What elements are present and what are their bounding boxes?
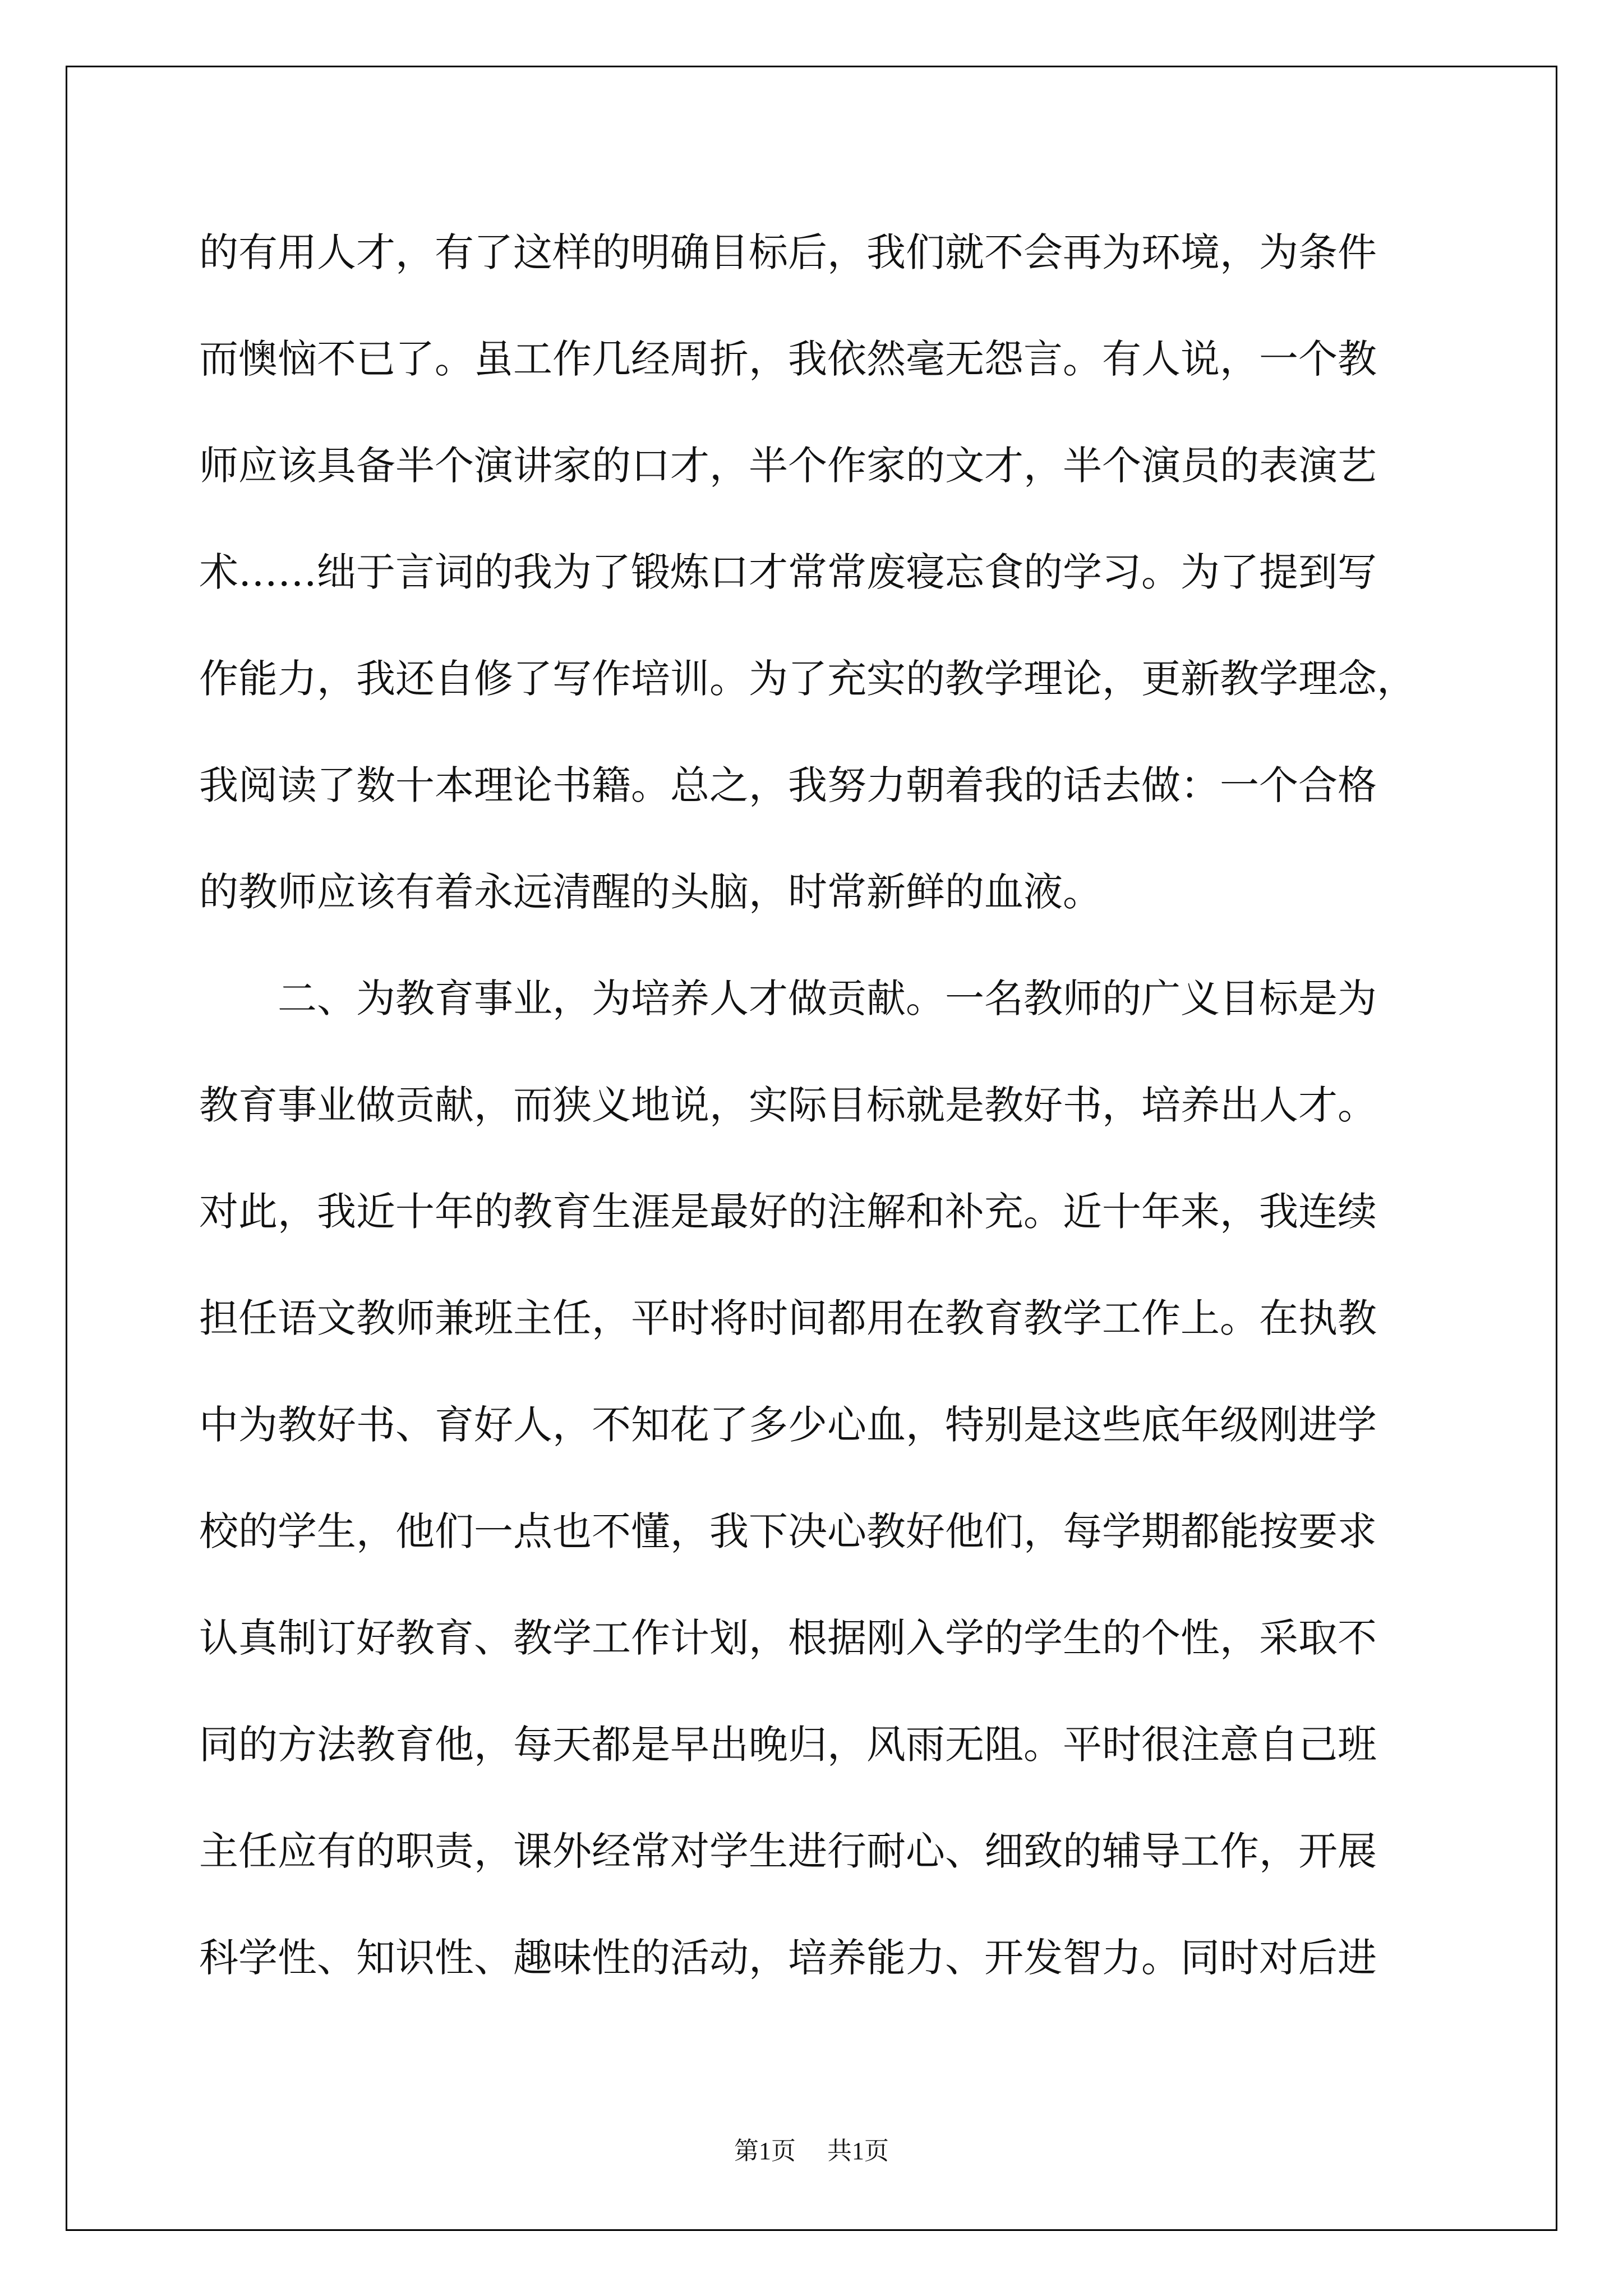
text-line: 主任应有的职责，课外经常对学生进行耐心、细致的辅导工作，开展: [199, 1828, 1377, 1874]
body-text: [199, 199, 1472, 2011]
text-line: 的有用人才，有了这样的明确目标后，我们就不会再为环境，为条件: [199, 229, 1377, 275]
text-line: 同的方法教育他，每天都是早出晚归，风雨无阻。平时很注意自己班: [199, 1722, 1377, 1768]
text-line: 科学性、知识性、趣味性的活动，培养能力、开发智力。同时对后进: [199, 1935, 1377, 1981]
page-total: 共1页: [827, 2137, 889, 2165]
text-line: 而懊恼不已了。虽工作几经周折，我依然毫无怨言。有人说，一个教: [199, 336, 1377, 382]
text-line: 术……绌于言词的我为了锻炼口才常常废寝忘食的学习。为了提到写: [199, 549, 1377, 595]
text-line: 二、为教育事业，为培养人才做贡献。一名教师的广义目标是为: [199, 976, 1377, 1022]
text-line: 校的学生，他们一点也不懂，我下决心教好他们，每学期都能按要求: [199, 1508, 1377, 1554]
text-line: 对此，我近十年的教育生涯是最好的注解和补充。近十年来，我连续: [199, 1189, 1377, 1235]
text-line: 的教师应该有着永远清醒的头脑，时常新鲜的血液。: [199, 869, 1102, 915]
page-number: 第1页: [734, 2137, 796, 2165]
text-line: 教育事业做贡献，而狭义地说，实际目标就是教好书，培养出人才。: [199, 1082, 1377, 1128]
text-line: 作能力，我还自修了写作培训。为了充实的教学理论，更新教学理念，: [199, 656, 1416, 702]
text-line: 师应该具备半个演讲家的口才，半个作家的文才，半个演员的表演艺: [199, 443, 1377, 489]
text-line: 中为教好书、育好人，不知花了多少心血，特别是这些底年级刚进学: [199, 1402, 1377, 1448]
page-footer: [0, 2131, 1623, 2166]
text-line: 我阅读了数十本理论书籍。总之，我努力朝着我的话去做：一个合格: [199, 762, 1377, 808]
text-line: 认真制订好教育、教学工作计划，根据刚入学的学生的个性，采取不: [199, 1615, 1377, 1661]
text-line: 担任语文教师兼班主任，平时将时间都用在教育教学工作上。在执教: [199, 1295, 1377, 1341]
